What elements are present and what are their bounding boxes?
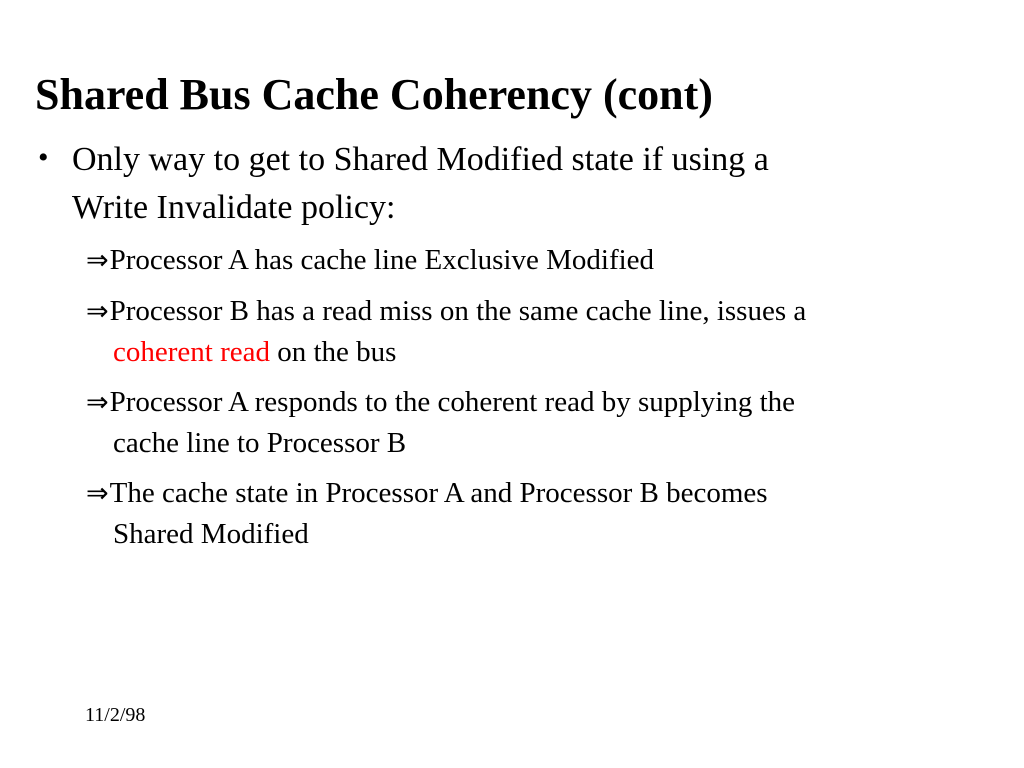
sub-bullet-line <box>0 473 1010 514</box>
sub-bullet-item <box>0 382 1010 463</box>
bullet-dot-icon: • <box>38 141 49 174</box>
double-arrow-icon: ⇒ <box>86 245 110 276</box>
sub-bullet-text: on the bus <box>269 336 397 368</box>
sub-bullet-line: Shared Modified <box>113 518 309 550</box>
slide-title: Shared Bus Cache Coherency (cont) <box>35 70 713 120</box>
sub-bullet-item <box>0 473 1010 554</box>
double-arrow-icon: ⇒ <box>86 478 110 509</box>
sub-bullet-item <box>0 291 1010 372</box>
sub-bullet-text: The cache state in Processor A and Processor B becomes <box>109 477 768 509</box>
double-arrow-icon: ⇒ <box>86 296 110 327</box>
main-bullet-block <box>0 136 1000 232</box>
main-bullet-line-1: Only way to get to Shared Modified state if using a <box>72 141 769 178</box>
sub-bullet-line <box>0 332 1010 372</box>
sub-bullet-line <box>0 382 1010 423</box>
sub-bullet-line <box>0 240 1010 281</box>
double-arrow-icon: ⇒ <box>86 387 110 418</box>
sub-bullet-text: Processor A responds to the coherent read by supplying the <box>109 386 796 418</box>
sub-bullet-list <box>0 240 1010 564</box>
sub-bullet-line <box>0 291 1010 332</box>
slide-date: 11/2/98 <box>85 704 146 726</box>
sub-bullet-text: Processor A has cache line Exclusive Modified <box>109 244 655 276</box>
sub-bullet-line: cache line to Processor B <box>113 427 407 459</box>
sub-bullet-text: Processor B has a read miss on the same cache line, issues a <box>109 295 807 327</box>
main-bullet-line-2: Write Invalidate policy: <box>72 189 396 226</box>
sub-bullet-item <box>0 240 1010 281</box>
highlighted-text: coherent read <box>113 336 270 368</box>
